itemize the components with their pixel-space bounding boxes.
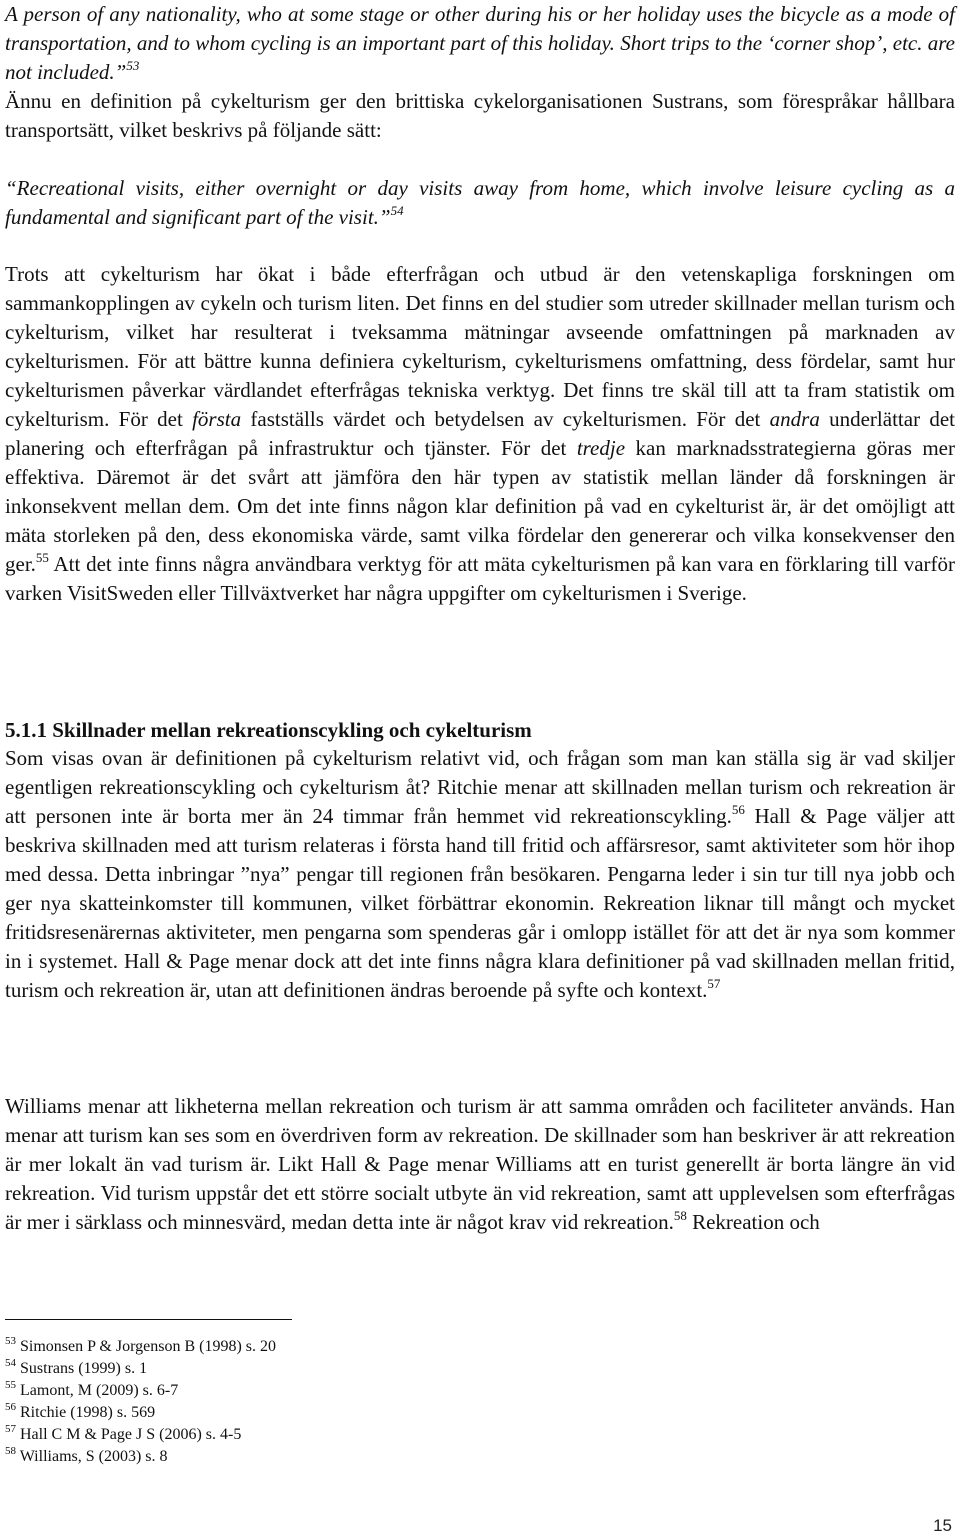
emphasis-tredje: tredje xyxy=(576,436,626,460)
footnote-54: $^{54}$ Sustrans (1999) s. 1 xyxy=(5,1356,148,1377)
paragraph-recreation-vs-tourism: Som visas ovan är definitionen på cykelturism relativt vid, och frågan som man kan ställa sig är vad skiljer egentligen rekreationscykling och cykelturism åt? Ritchie menar att skillnaden mellan turism och rekreation är att personen inte är borta mer än 24 timmar från hemmet vid rekreationscykling.$^{56}$ Hall & Page väljer att beskriva skillnaden med att turism relateras i första hand till fritid och affärsresor, samt aktiviteter som hör ihop med dessa. Detta inbringar ”nya” pengar till regionen från besökaren. Pengarna leder i sin tur till nya jobb och ger nya skatteinkomster till kommunen, vilket förbättrar ekonomin. Rekreation liknar till mångt och mycket fritidsresenärernas aktiviteter, men pengarna som spenderas går i omlopp istället för att det är nya som kommer in i systemet. Hall & Page menar dock att det inte finns några klara definitioner på vad skillnaden mellan fritid, turism och rekreation är, utan att definitionen ändras beroende på syfte och kontext.$^{57}$ xyxy=(5,746,955,1002)
paragraph-research: Trots att cykelturism har ökat i både efterfrågan och utbud är den vetenskapliga forskningen om sammankopplingen av cykeln och turism liten. Det finns en del studier som utreder skillnader mellan turism och cykelturism, vilket har resulterat i tveksamma mätningar avseende omfattningen på marknaden av cykelturismen. För att bättre kunna definiera cykelturism, cykelturismens omfattning, dess fördelar, samt hur cykelturismen påverkar värdlandet efterfrågas tekniska verktyg. Det finns tre skäl till att ta fram statistik om cykelturism. För det första fastställs värdet och betydelsen av cykelturismen. För det andra underlättar det planering och efterfrågan på infrastruktur och tjänster. För det tredje kan marknadsstrategierna göras mer effektiva. Däremot är det svårt att jämföra den här typen av statistik mellan länder då forskningen är inkonsekvent mellan dem. Om det inte finns någon klar definition på vad en cykelturist är, är det omöjligt att mäta storleken på den, dess ekonomiska värde, samt vilka fördelar den genererar och vilka konsekvenser den ger.$^{55}$ Att det inte finns några användbara verktyg för att mäta cykelturismen på kan vara en förklaring till varför varken VisitSweden eller Tillväxtverket har några uppgifter om cykelturismen i Sverige. xyxy=(5,262,956,605)
emphasis-forsta: första xyxy=(192,407,242,431)
footnote-ref-57: 57 xyxy=(707,976,721,991)
footnote-53: $^{53}$ Simonsen P & Jorgenson B (1998) s. 20 xyxy=(5,1334,277,1355)
emphasis-andra: andra xyxy=(769,407,820,431)
paragraph-sustrans-intro: Ännu en definition på cykelturism ger den brittiska cykelorganisationen Sustrans, som förespråkar hållbara transportsätt, vilket beskrivs på följande sätt: xyxy=(5,89,955,142)
footnote-58: $^{58}$ Williams, S (2003) s. 8 xyxy=(5,1444,168,1465)
quote-cyclist-definition: A person of any nationality, who at some stage or other during his or her holiday uses the bicycle as a mode of transportation, and to whom cycling is an important part of this holiday. Short trips to the ‘corner shop’, etc. are not included.”$^{53}$ xyxy=(5,2,955,84)
section-heading: 5.1.1 Skillnader mellan rekreationscykling och cykelturism xyxy=(5,718,532,742)
footnote-57: $^{57}$ Hall C M & Page J S (2006) s. 4-5 xyxy=(5,1422,242,1443)
footnote-ref-54: 54 xyxy=(390,203,404,218)
footnote-ref-58: 58 xyxy=(673,1208,687,1223)
paragraph-williams: Williams menar att likheterna mellan rekreation och turism är att samma områden och faciliteter används. Han menar att turism kan ses som en överdriven form av rekreation. De skillnader som han beskriver är att rekreation är mer lokalt än vad turism är. Likt Hall & Page menar Williams att en turist generellt är borta längre än vid rekreation. Vid turism uppstår det ett större socialt utbyte än vid rekreation, samt att upplevelsen som efterfrågas är mer i särklass och minnesvärd, medan detta inte är något krav vid rekreation.$^{58}$ Rekreation och xyxy=(5,1094,955,1234)
page-number: 15 xyxy=(933,1516,952,1535)
footnote-56: $^{56}$ Ritchie (1998) s. 569 xyxy=(5,1400,156,1421)
quote-sustrans-definition: “Recreational visits, either overnight or day visits away from home, which involve leisure cycling as a fundamental and significant part of the visit.”$^{54}$ xyxy=(5,176,955,229)
footnote-divider xyxy=(5,1319,292,1320)
footnote-55: $^{55}$ Lamont, M (2009) s. 6-7 xyxy=(5,1378,179,1399)
footnote-ref-55: 55 xyxy=(35,550,49,565)
footnote-ref-53: 53 xyxy=(126,58,140,73)
footnote-ref-56: 56 xyxy=(731,802,745,817)
